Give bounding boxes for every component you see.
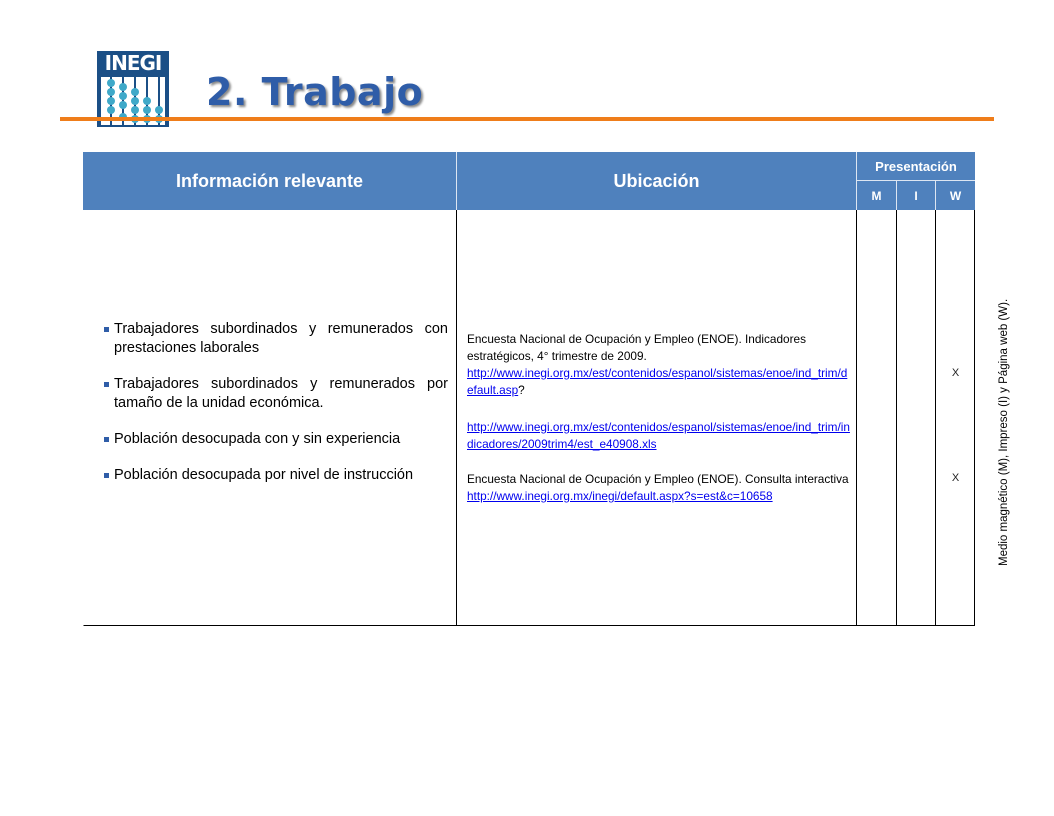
bullet-icon (104, 437, 109, 442)
list-item (102, 375, 448, 413)
w-mark: X (951, 472, 960, 484)
page-title: 2. Trabajo (206, 70, 424, 114)
ubicacion-block-1 (467, 331, 851, 399)
header-m: M (857, 181, 897, 210)
bullet-icon (104, 327, 109, 332)
ubicacion-link-3[interactable]: http://www.inegi.org.mx/inegi/default.aspx?s=est&c=10658 (467, 489, 773, 503)
list-item (102, 466, 448, 485)
cell-i (897, 210, 936, 626)
side-note: Medio magnético (M), Impreso (I) y Página web (W). (998, 298, 1010, 566)
cell-ubicacion (457, 210, 857, 626)
cell-w (936, 210, 975, 626)
ubicacion-link-2[interactable]: http://www.inegi.org.mx/est/contenidos/espanol/sistemas/enoe/ind_trim/indicadores/2009trim4/est_e40908.xls (467, 420, 850, 451)
header-ubicacion: Ubicación (457, 152, 857, 210)
ubicacion-block-2 (467, 419, 851, 453)
ubicacion-link-1[interactable]: http://www.inegi.org.mx/est/contenidos/espanol/sistemas/enoe/ind_trim/default.asp (467, 366, 848, 397)
inegi-logo (97, 51, 169, 127)
info-table (83, 152, 975, 626)
header-info: Información relevante (83, 152, 457, 210)
list-item (102, 320, 448, 358)
header-w: W (936, 181, 975, 210)
header-divider (60, 117, 994, 121)
header-presentacion: Presentación (857, 152, 975, 181)
logo-text: INEGI (97, 51, 169, 75)
ubicacion-link-1-suffix: ? (518, 383, 525, 397)
header-i: I (897, 181, 936, 210)
bullet-icon (104, 473, 109, 478)
info-item-text: Población desocupada con y sin experiencia (114, 431, 401, 447)
info-item-text: Trabajadores subordinados y remunerados con prestaciones laborales (114, 321, 448, 356)
info-item-text: Trabajadores subordinados y remunerados por tamaño de la unidad económica. (114, 376, 448, 411)
info-list (102, 320, 448, 502)
ubicacion-block-3 (467, 471, 851, 505)
list-item (102, 430, 448, 449)
info-item-text: Población desocupada por nivel de instrucción (114, 467, 414, 483)
bullet-icon (104, 382, 109, 387)
ubicacion-text-1: Encuesta Nacional de Ocupación y Empleo (ENOE). Indicadores estratégicos, 4° trimestre de 2009. (467, 332, 807, 363)
ubicacion-text-3: Encuesta Nacional de Ocupación y Empleo (ENOE). Consulta interactiva (467, 472, 849, 486)
cell-info (83, 210, 457, 626)
w-mark: X (951, 367, 960, 379)
cell-m (857, 210, 897, 626)
